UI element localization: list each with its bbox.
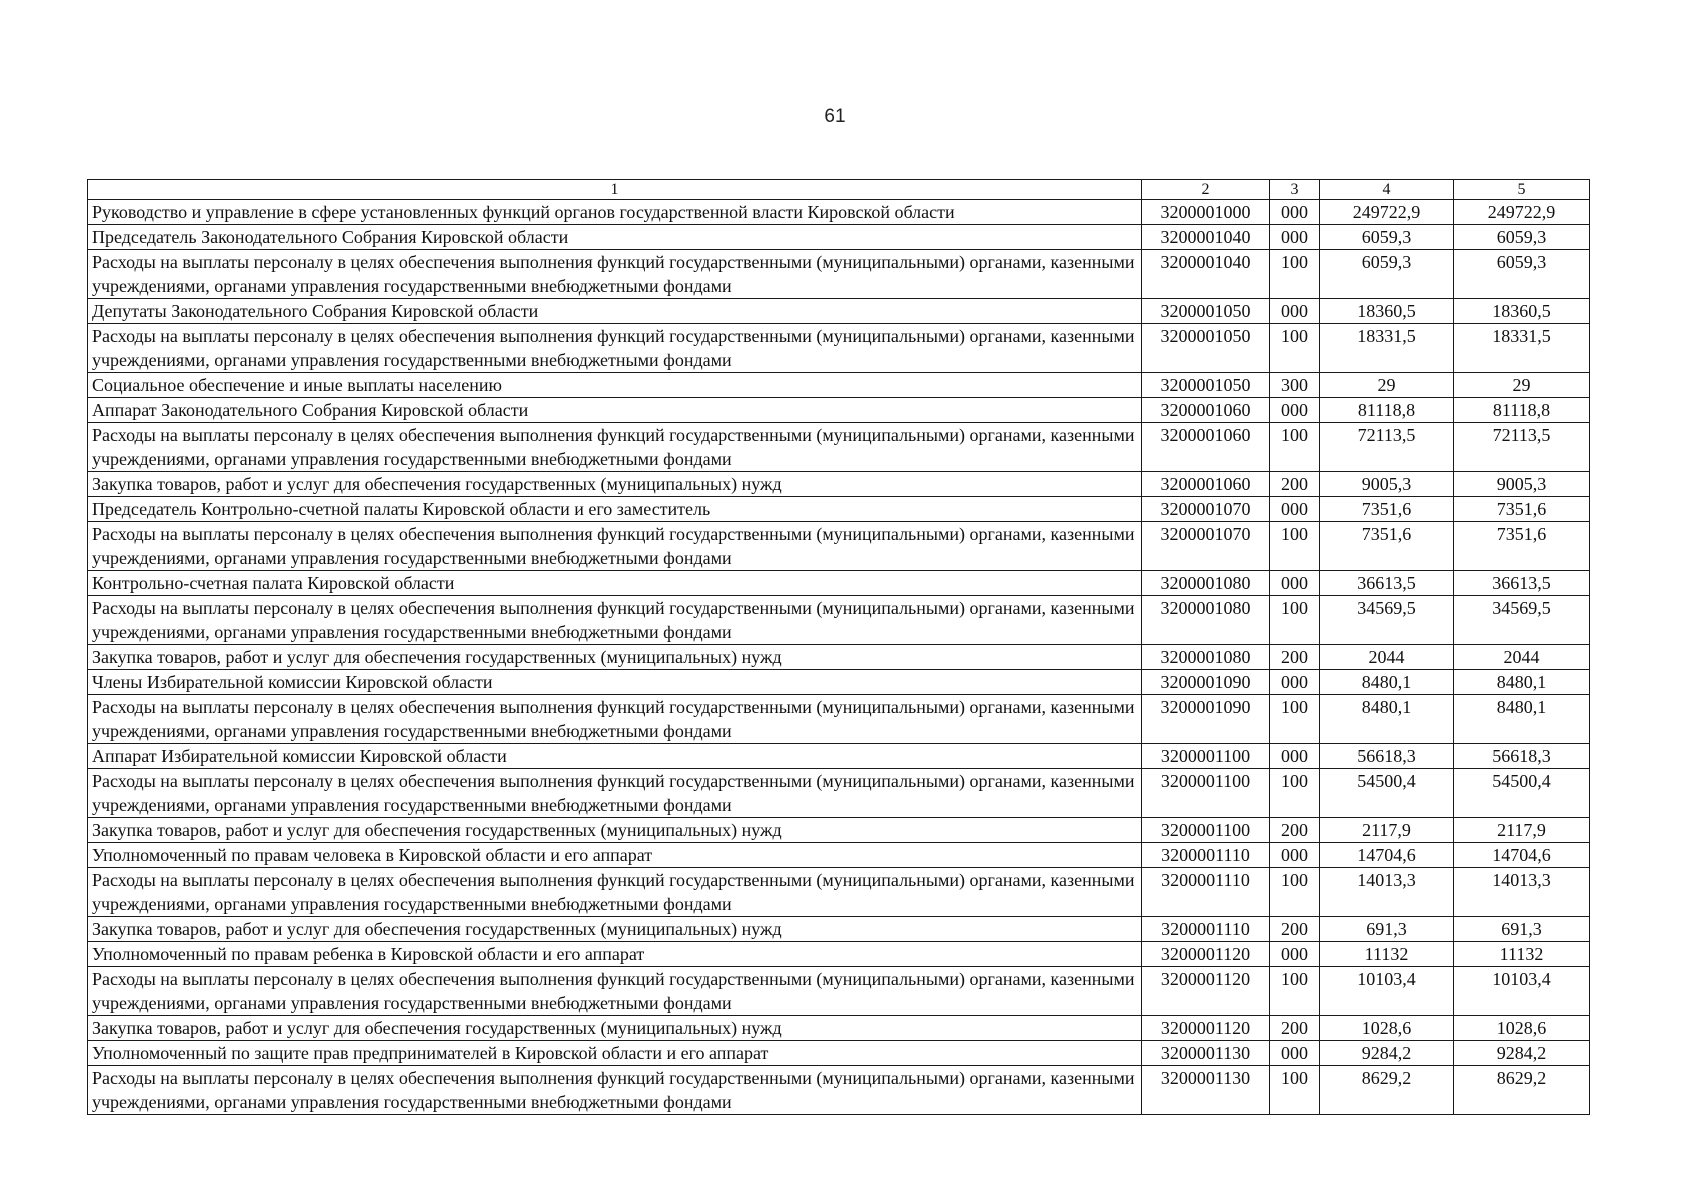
row-code-cell: 3200001120 [1142, 1016, 1270, 1041]
row-code-cell: 3200001070 [1142, 522, 1270, 571]
row-type-cell: 100 [1270, 596, 1320, 645]
column-header-5: 5 [1454, 180, 1590, 200]
row-value4-cell: 8480,1 [1320, 695, 1454, 744]
row-value5-cell: 8480,1 [1454, 670, 1590, 695]
row-name-cell: Уполномоченный по защите прав предпринимателей в Кировской области и его аппарат [88, 1041, 1142, 1066]
row-value5-cell: 1028,6 [1454, 1016, 1590, 1041]
row-value5-cell: 14704,6 [1454, 843, 1590, 868]
table-row [88, 497, 1590, 522]
row-value4-cell: 1028,6 [1320, 1016, 1454, 1041]
row-name-cell: Закупка товаров, работ и услуг для обеспечения государственных (муниципальных) нужд [88, 917, 1142, 942]
column-header-4: 4 [1320, 180, 1454, 200]
row-value5-cell: 11132 [1454, 942, 1590, 967]
row-name-cell: Расходы на выплаты персоналу в целях обеспечения выполнения функций государственными (муниципальными) органами, казенными учреждениями, органами управления государственными внебюджетными фондами [88, 868, 1142, 917]
row-type-cell: 100 [1270, 868, 1320, 917]
row-value5-cell: 9284,2 [1454, 1041, 1590, 1066]
table-row [88, 843, 1590, 868]
row-name-cell: Уполномоченный по правам ребенка в Кировской области и его аппарат [88, 942, 1142, 967]
row-type-cell: 000 [1270, 571, 1320, 596]
row-code-cell: 3200001060 [1142, 398, 1270, 423]
row-value5-cell: 8629,2 [1454, 1066, 1590, 1115]
row-name-cell: Закупка товаров, работ и услуг для обеспечения государственных (муниципальных) нужд [88, 645, 1142, 670]
row-value5-cell: 29 [1454, 373, 1590, 398]
row-value5-cell: 18331,5 [1454, 324, 1590, 373]
row-code-cell: 3200001050 [1142, 324, 1270, 373]
table-row [88, 299, 1590, 324]
row-code-cell: 3200001060 [1142, 472, 1270, 497]
column-header-2: 2 [1142, 180, 1270, 200]
row-code-cell: 3200001050 [1142, 299, 1270, 324]
row-value5-cell: 6059,3 [1454, 225, 1590, 250]
row-value5-cell: 7351,6 [1454, 522, 1590, 571]
table-row [88, 967, 1590, 1016]
table-body [88, 180, 1590, 1115]
table-row [88, 250, 1590, 299]
table-row [88, 324, 1590, 373]
row-value5-cell: 6059,3 [1454, 250, 1590, 299]
row-name-cell: Председатель Контрольно-счетной палаты Кировской области и его заместитель [88, 497, 1142, 522]
row-name-cell: Аппарат Избирательной комиссии Кировской области [88, 744, 1142, 769]
row-value4-cell: 11132 [1320, 942, 1454, 967]
row-value5-cell: 9005,3 [1454, 472, 1590, 497]
row-value4-cell: 7351,6 [1320, 522, 1454, 571]
row-value4-cell: 9284,2 [1320, 1041, 1454, 1066]
row-value4-cell: 249722,9 [1320, 200, 1454, 225]
row-value5-cell: 10103,4 [1454, 967, 1590, 1016]
row-type-cell: 300 [1270, 373, 1320, 398]
table-row [88, 398, 1590, 423]
row-value4-cell: 6059,3 [1320, 250, 1454, 299]
row-type-cell: 000 [1270, 497, 1320, 522]
row-value4-cell: 14013,3 [1320, 868, 1454, 917]
table-row [88, 917, 1590, 942]
row-code-cell: 3200001040 [1142, 225, 1270, 250]
row-type-cell: 100 [1270, 769, 1320, 818]
row-name-cell: Закупка товаров, работ и услуг для обеспечения государственных (муниципальных) нужд [88, 472, 1142, 497]
table-row [88, 423, 1590, 472]
row-value5-cell: 7351,6 [1454, 497, 1590, 522]
table-row [88, 472, 1590, 497]
row-name-cell: Закупка товаров, работ и услуг для обеспечения государственных (муниципальных) нужд [88, 1016, 1142, 1041]
row-value4-cell: 2044 [1320, 645, 1454, 670]
row-name-cell: Председатель Законодательного Собрания Кировской области [88, 225, 1142, 250]
table-row [88, 1041, 1590, 1066]
row-code-cell: 3200001060 [1142, 423, 1270, 472]
row-type-cell: 100 [1270, 250, 1320, 299]
row-code-cell: 3200001000 [1142, 200, 1270, 225]
row-code-cell: 3200001110 [1142, 917, 1270, 942]
table-row [88, 373, 1590, 398]
row-value4-cell: 81118,8 [1320, 398, 1454, 423]
table-row [88, 868, 1590, 917]
column-header-row [88, 180, 1590, 200]
row-value4-cell: 54500,4 [1320, 769, 1454, 818]
row-value4-cell: 18360,5 [1320, 299, 1454, 324]
table-row [88, 645, 1590, 670]
row-value4-cell: 34569,5 [1320, 596, 1454, 645]
table-row [88, 695, 1590, 744]
row-name-cell: Члены Избирательной комиссии Кировской области [88, 670, 1142, 695]
row-type-cell: 000 [1270, 200, 1320, 225]
table-row [88, 571, 1590, 596]
row-value5-cell: 81118,8 [1454, 398, 1590, 423]
row-type-cell: 000 [1270, 744, 1320, 769]
row-name-cell: Расходы на выплаты персоналу в целях обеспечения выполнения функций государственными (муниципальными) органами, казенными учреждениями, органами управления государственными внебюджетными фондами [88, 695, 1142, 744]
row-value5-cell: 72113,5 [1454, 423, 1590, 472]
row-value4-cell: 6059,3 [1320, 225, 1454, 250]
row-code-cell: 3200001080 [1142, 596, 1270, 645]
row-type-cell: 100 [1270, 1066, 1320, 1115]
page-number: 61 [824, 106, 846, 127]
row-code-cell: 3200001080 [1142, 645, 1270, 670]
budget-table [87, 179, 1590, 1115]
row-name-cell: Расходы на выплаты персоналу в целях обеспечения выполнения функций государственными (муниципальными) органами, казенными учреждениями, органами управления государственными внебюджетными фондами [88, 596, 1142, 645]
row-value4-cell: 72113,5 [1320, 423, 1454, 472]
row-type-cell: 200 [1270, 1016, 1320, 1041]
row-value4-cell: 7351,6 [1320, 497, 1454, 522]
table-row [88, 522, 1590, 571]
row-type-cell: 000 [1270, 843, 1320, 868]
row-name-cell: Депутаты Законодательного Собрания Кировской области [88, 299, 1142, 324]
row-name-cell: Аппарат Законодательного Собрания Кировской области [88, 398, 1142, 423]
row-code-cell: 3200001120 [1142, 942, 1270, 967]
table-row [88, 744, 1590, 769]
table-row [88, 818, 1590, 843]
row-value5-cell: 36613,5 [1454, 571, 1590, 596]
row-value4-cell: 2117,9 [1320, 818, 1454, 843]
row-name-cell: Расходы на выплаты персоналу в целях обеспечения выполнения функций государственными (муниципальными) органами, казенными учреждениями, органами управления государственными внебюджетными фондами [88, 324, 1142, 373]
row-code-cell: 3200001130 [1142, 1066, 1270, 1115]
row-type-cell: 000 [1270, 225, 1320, 250]
row-name-cell: Закупка товаров, работ и услуг для обеспечения государственных (муниципальных) нужд [88, 818, 1142, 843]
row-name-cell: Расходы на выплаты персоналу в целях обеспечения выполнения функций государственными (муниципальными) органами, казенными учреждениями, органами управления государственными внебюджетными фондами [88, 250, 1142, 299]
row-type-cell: 000 [1270, 1041, 1320, 1066]
row-name-cell: Расходы на выплаты персоналу в целях обеспечения выполнения функций государственными (муниципальными) органами, казенными учреждениями, органами управления государственными внебюджетными фондами [88, 1066, 1142, 1115]
row-code-cell: 3200001100 [1142, 818, 1270, 843]
row-type-cell: 100 [1270, 423, 1320, 472]
table-row [88, 942, 1590, 967]
row-value4-cell: 8629,2 [1320, 1066, 1454, 1115]
row-type-cell: 200 [1270, 472, 1320, 497]
row-code-cell: 3200001080 [1142, 571, 1270, 596]
table-row [88, 1016, 1590, 1041]
row-type-cell: 200 [1270, 917, 1320, 942]
row-type-cell: 100 [1270, 324, 1320, 373]
row-name-cell: Расходы на выплаты персоналу в целях обеспечения выполнения функций государственными (муниципальными) органами, казенными учреждениями, органами управления государственными внебюджетными фондами [88, 967, 1142, 1016]
row-code-cell: 3200001100 [1142, 769, 1270, 818]
table-row [88, 596, 1590, 645]
row-name-cell: Контрольно-счетная палата Кировской области [88, 571, 1142, 596]
table-row [88, 1066, 1590, 1115]
row-value4-cell: 36613,5 [1320, 571, 1454, 596]
row-name-cell: Руководство и управление в сфере установленных функций органов государственной власти Кировской области [88, 200, 1142, 225]
row-code-cell: 3200001120 [1142, 967, 1270, 1016]
row-value4-cell: 691,3 [1320, 917, 1454, 942]
row-value4-cell: 18331,5 [1320, 324, 1454, 373]
row-value5-cell: 56618,3 [1454, 744, 1590, 769]
row-code-cell: 3200001100 [1142, 744, 1270, 769]
row-value5-cell: 691,3 [1454, 917, 1590, 942]
column-header-3: 3 [1270, 180, 1320, 200]
row-value4-cell: 10103,4 [1320, 967, 1454, 1016]
row-code-cell: 3200001090 [1142, 695, 1270, 744]
row-type-cell: 200 [1270, 818, 1320, 843]
row-name-cell: Уполномоченный по правам человека в Кировской области и его аппарат [88, 843, 1142, 868]
row-value4-cell: 14704,6 [1320, 843, 1454, 868]
row-value4-cell: 29 [1320, 373, 1454, 398]
column-header-1: 1 [88, 180, 1142, 200]
row-name-cell: Расходы на выплаты персоналу в целях обеспечения выполнения функций государственными (муниципальными) органами, казенными учреждениями, органами управления государственными внебюджетными фондами [88, 423, 1142, 472]
row-type-cell: 100 [1270, 695, 1320, 744]
row-type-cell: 000 [1270, 942, 1320, 967]
row-code-cell: 3200001110 [1142, 868, 1270, 917]
row-type-cell: 000 [1270, 670, 1320, 695]
row-type-cell: 100 [1270, 967, 1320, 1016]
row-type-cell: 100 [1270, 522, 1320, 571]
row-value5-cell: 18360,5 [1454, 299, 1590, 324]
row-value5-cell: 2117,9 [1454, 818, 1590, 843]
row-type-cell: 000 [1270, 398, 1320, 423]
row-code-cell: 3200001130 [1142, 1041, 1270, 1066]
row-code-cell: 3200001090 [1142, 670, 1270, 695]
row-type-cell: 000 [1270, 299, 1320, 324]
table-row [88, 670, 1590, 695]
row-value4-cell: 9005,3 [1320, 472, 1454, 497]
row-value5-cell: 34569,5 [1454, 596, 1590, 645]
row-value4-cell: 56618,3 [1320, 744, 1454, 769]
row-code-cell: 3200001070 [1142, 497, 1270, 522]
row-code-cell: 3200001110 [1142, 843, 1270, 868]
row-name-cell: Расходы на выплаты персоналу в целях обеспечения выполнения функций государственными (муниципальными) органами, казенными учреждениями, органами управления государственными внебюджетными фондами [88, 522, 1142, 571]
row-value5-cell: 2044 [1454, 645, 1590, 670]
row-name-cell: Расходы на выплаты персоналу в целях обеспечения выполнения функций государственными (муниципальными) органами, казенными учреждениями, органами управления государственными внебюджетными фондами [88, 769, 1142, 818]
table-row [88, 769, 1590, 818]
row-type-cell: 200 [1270, 645, 1320, 670]
row-value5-cell: 249722,9 [1454, 200, 1590, 225]
row-code-cell: 3200001040 [1142, 250, 1270, 299]
table-row [88, 200, 1590, 225]
row-value5-cell: 14013,3 [1454, 868, 1590, 917]
row-name-cell: Социальное обеспечение и иные выплаты населению [88, 373, 1142, 398]
row-value4-cell: 8480,1 [1320, 670, 1454, 695]
table-row [88, 225, 1590, 250]
row-code-cell: 3200001050 [1142, 373, 1270, 398]
row-value5-cell: 8480,1 [1454, 695, 1590, 744]
row-value5-cell: 54500,4 [1454, 769, 1590, 818]
